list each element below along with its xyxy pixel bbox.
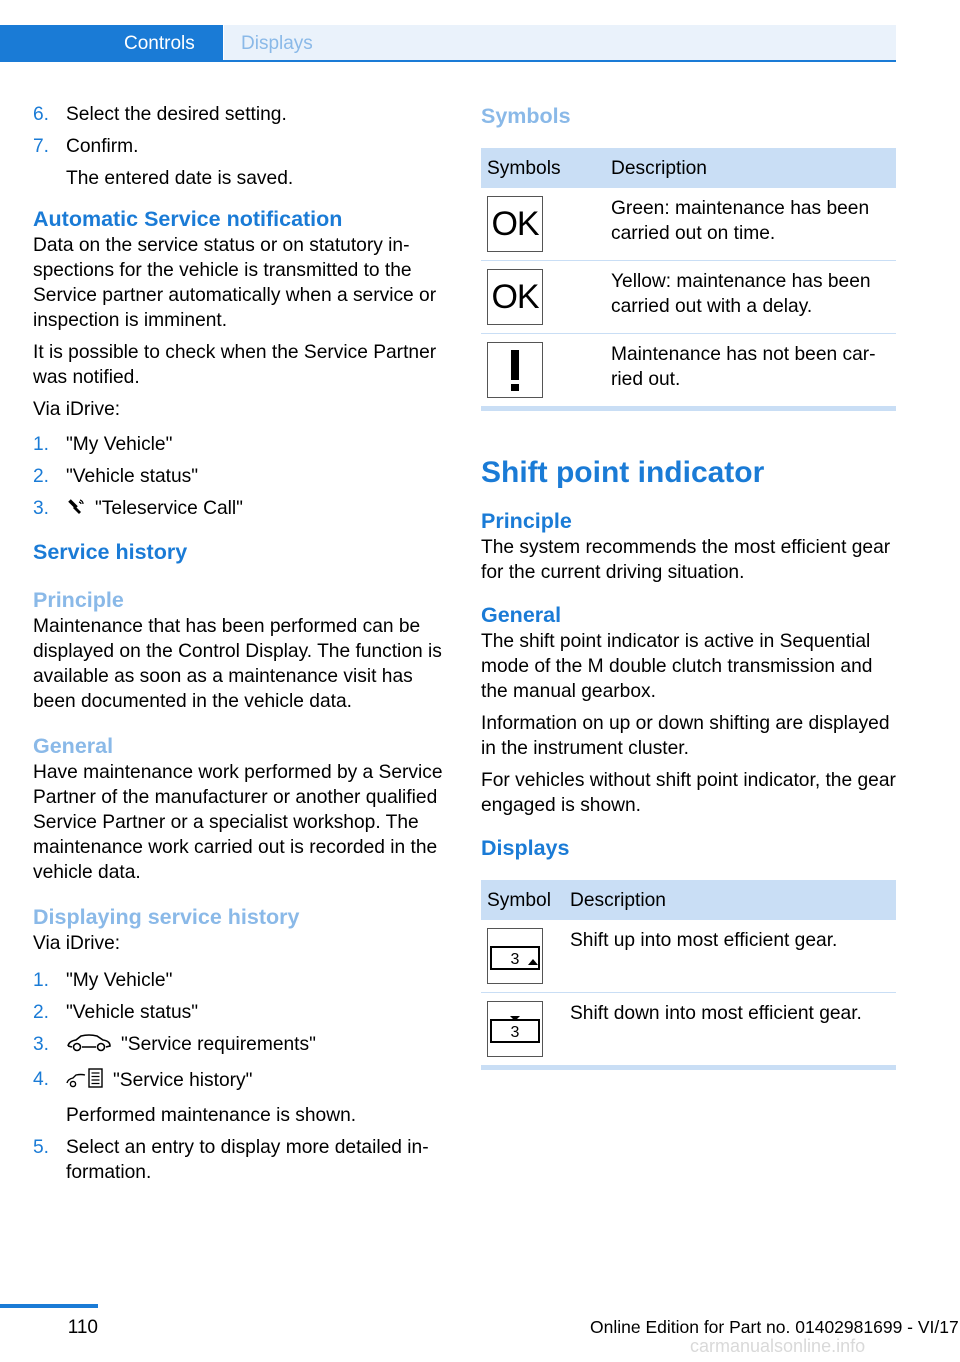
- exclamation-icon: [487, 342, 543, 398]
- table-cell: Green: maintenance has been carried out on time.: [605, 188, 896, 261]
- tab-controls[interactable]: [0, 25, 223, 62]
- displays-table: [481, 880, 896, 1070]
- list-item: 4. "Service history" Performed maintenance is shown.: [33, 1069, 357, 1126]
- principle-heading-2: Principle: [481, 509, 572, 533]
- table-header-row: [481, 148, 896, 188]
- shift-up-icon: [487, 928, 543, 984]
- list-item: 2. "Vehicle status": [33, 1002, 199, 1023]
- general-heading: General: [33, 734, 114, 758]
- displays-heading: Displays: [481, 836, 570, 860]
- list-item: 2. "Vehicle status": [33, 466, 199, 487]
- svg-text:3: 3: [510, 1024, 520, 1041]
- table-row: [481, 261, 896, 334]
- left-column: [33, 102, 445, 1192]
- display-steps: [33, 968, 445, 1185]
- list-item: 1. "My Vehicle": [33, 970, 173, 991]
- general-text-4: For vehicles without shift point indicator, the gear engaged is shown.: [481, 770, 896, 816]
- footer-divider: [0, 1304, 98, 1308]
- ok-yellow-icon: OK: [487, 269, 543, 325]
- general-text-2: The shift point indicator is active in Sequential mode of the M double clutch transmission and the manual gearbox.: [481, 631, 873, 702]
- ok-green-icon: OK: [487, 196, 543, 252]
- tab-controls-label: Controls: [124, 33, 195, 54]
- edition-text: Online Edition for Part no. 01402981699 - VI/17: [590, 1317, 959, 1337]
- list-item: 6. Select the desired setting.: [33, 104, 287, 125]
- table-header-cell: Symbols: [481, 148, 605, 188]
- table-cell: Yellow: maintenance has been carried out with a delay.: [605, 261, 896, 334]
- table-row: [481, 334, 896, 409]
- watermark: carmanualsonline.info: [690, 1336, 866, 1356]
- shift-point-heading: Shift point indicator: [481, 456, 765, 489]
- symbols-heading: Symbols: [481, 104, 571, 128]
- list-item: 5. Select an entry to display more detailed information.: [33, 1137, 429, 1183]
- auto-service-text-2: It is possible to check when the Service Partner was notified.: [33, 342, 437, 388]
- displaying-history-heading: Displaying service history: [33, 905, 300, 929]
- svg-text:3: 3: [510, 951, 520, 968]
- service-history-heading: Service history: [33, 540, 188, 564]
- table-header-cell: Description: [605, 148, 896, 188]
- tab-displays-label: Displays: [241, 33, 313, 54]
- via-idrive-text: Via iDrive:: [33, 399, 121, 420]
- general-heading-2: General: [481, 603, 562, 627]
- steps-top: [33, 102, 445, 191]
- auto-service-text: Data on the service status or on statutory inspections for the vehicle is transmitted to the Service partner automatically when a service or inspection is imminent.: [33, 235, 437, 331]
- list-item: 1. "My Vehicle": [33, 434, 173, 455]
- table-header-row: [481, 880, 896, 920]
- table-cell: Shift down into most efficient gear.: [564, 993, 896, 1068]
- principle-text-2: The system recommends the most efficient gear for the current driving situation.: [481, 537, 891, 583]
- auto-steps: [33, 432, 445, 524]
- table-cell: Maintenance has not been carried out.: [605, 334, 896, 409]
- list-item: 3. "Service requirements": [33, 1032, 445, 1060]
- header-divider: [0, 60, 896, 62]
- table-header-cell: Description: [564, 880, 896, 920]
- right-column: [481, 102, 896, 1070]
- general-text: Have maintenance work performed by a Service Partner of the manufacturer or another qualified Service Partner or a specialist workshop. The maintenance work carried out is recorded in the vehicle data.: [33, 762, 443, 883]
- table-header-cell: Symbol: [481, 880, 564, 920]
- principle-heading: Principle: [33, 588, 124, 612]
- table-row: [481, 920, 896, 993]
- symbols-table: [481, 148, 896, 411]
- list-item: 3. "Teleservice Call": [33, 496, 445, 524]
- shift-down-icon: [487, 1001, 543, 1057]
- car-icon: [66, 1033, 112, 1060]
- table-cell: Shift up into most efficient gear.: [564, 920, 896, 993]
- list-item: 7. Confirm. The entered date is saved.: [33, 136, 294, 189]
- via-idrive-text-2: Via iDrive:: [33, 933, 121, 954]
- general-text-3: Information on up or down shifting are displayed in the instrument cluster.: [481, 713, 890, 759]
- principle-text: Maintenance that has been performed can be displayed on the Control Display. The function is available as soon as a maintenance visit has been documented in the vehicle data.: [33, 616, 442, 712]
- table-row: [481, 188, 896, 261]
- auto-service-heading: Automatic Service notification: [33, 207, 343, 231]
- table-row: [481, 993, 896, 1068]
- page-number: 110: [67, 1317, 98, 1338]
- teleservice-icon: [66, 497, 86, 524]
- service-history-icon: [66, 1067, 104, 1096]
- tab-displays[interactable]: [224, 25, 896, 61]
